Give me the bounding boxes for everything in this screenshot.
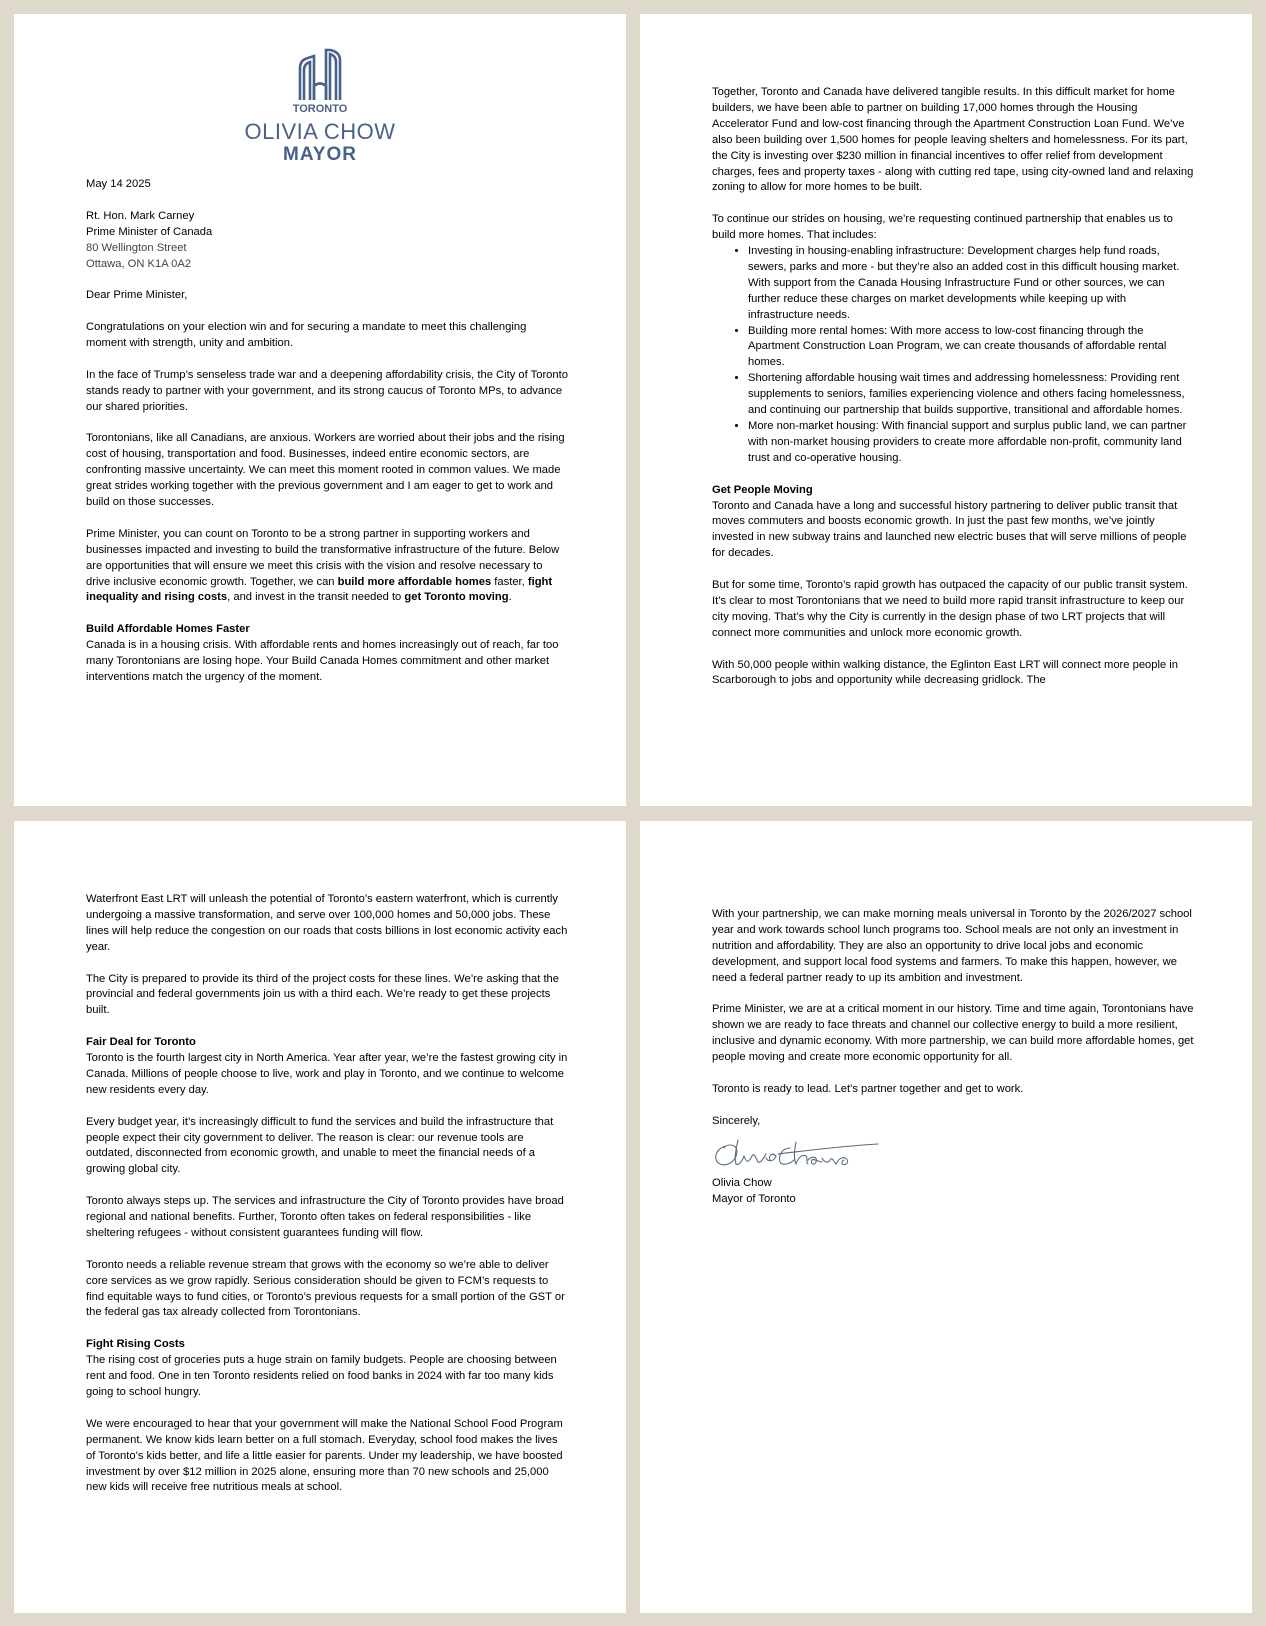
signer-title: Mayor of Toronto: [712, 1192, 796, 1205]
list-item: • Shortening affordable housing wait times and addressing homelessness: Providing rent supplements to seniors, families experiencing violence and others facing homelessness, and continuing our partnership that builds supportive, transitional and affordable homes.: [748, 371, 1194, 419]
page-2-body: [712, 85, 1194, 705]
recipient-line-1: Rt. Hon. Mark Carney: [86, 209, 195, 222]
signature-image: [712, 1136, 882, 1170]
paragraph: Toronto is ready to lead. Let’s partner together and get to work.: [712, 1082, 1024, 1095]
paragraph: Toronto and Canada have a long and successful history partnering to deliver public transit that moves commuters and boosts economic growth. In just the past few months, we’ve jointly invested in new subway trains and launched new electric buses that will serve millions of people for decades.: [712, 499, 1187, 560]
paragraph: The rising cost of groceries puts a huge strain on family budgets. People are choosing between rent and food. One in ten Toronto residents relied on food banks in 2024 with far too many kids going to school hungry.: [86, 1354, 557, 1398]
paragraph: Toronto is the fourth largest city in North America. Year after year, we’re the fastest growing city in Canada. Millions of people choose to live, work and play in Toronto, and we continue to welcome new residents every day.: [86, 1052, 568, 1096]
section-heading: Fight Rising Costs: [86, 1338, 185, 1351]
paragraph: Torontonians, like all Canadians, are anxious. Workers are worried about their jobs and the rising cost of housing, transportation and food. Businesses, indeed entire economic sectors, are confronting massive uncertainty. We can meet this moment rooted in common values. We made great strides working together with the previous government and I am eager to get to work and build on those successes.: [86, 432, 565, 509]
text-run: Prime Minister, you can count on Toronto to be a strong partner in supporting workers and businesses impacted and investing to build the transformative infrastructure of the future. Below are opportunities that will ensure we meet this crisis with the vision and resolve necessary to drive inclusive economic growth. Together, we can: [86, 527, 560, 588]
text-run: .: [508, 591, 512, 604]
toronto-city-hall-logo: [292, 48, 348, 116]
paragraph: To continue our strides on housing, we’re requesting continued partnership that enables us to build more homes. That includes:: [712, 213, 1173, 242]
paragraph: Toronto needs a reliable revenue stream that grows with the economy so we’re able to deliver core services as we grow rapidly. Serious consideration should be given to FCM’s requests to find equitable ways to fund cities, or Toronto’s previous requests for a small portion of the GST or the federal gas tax already collected from Torontonians.: [86, 1258, 565, 1319]
housing-requests-list: [712, 244, 1194, 467]
letterhead-name: OLIVIA CHOW: [244, 119, 396, 144]
paragraph: Together, Toronto and Canada have delivered tangible results. In this difficult market for home builders, we have been able to partner on building 17,000 homes through the Housing Accelerator Fund and low-cost financing through the Apartment Construction Loan Fund. We’ve also been building over 1,500 homes for people leaving shelters and homelessness. For its part, the City is investing over $230 million in financial incentives to offer relief from development charges, fees and property taxes - along with cutting red tape, using city-owned land and relaxing zoning to allow for more homes to be built.: [712, 86, 1194, 194]
list-item: • More non-market housing: With financial support and surplus public land, we can partner with non-market housing providers to create more affordable non-profit, community land trust and co-operative housing.: [748, 419, 1194, 467]
closing: Sincerely,: [712, 1114, 761, 1127]
logo-wordmark: TORONTO: [292, 103, 348, 115]
section: [86, 1035, 568, 1099]
paragraph: But for some time, Toronto’s rapid growth has outpaced the capacity of our public transit system. It’s clear to most Torontonians that we need to build more rapid transit infrastructure to keep our city moving. That’s why the City is currently in the design phase of two LRT projects that will connect more communities and unlock more economic growth.: [712, 579, 1188, 639]
paragraph: The City is prepared to provide its third of the project costs for these lines. We’re asking that the provincial and federal governments join us with a third each. We’re ready to get these projects built.: [86, 972, 560, 1017]
letterhead-title: MAYOR: [283, 144, 357, 165]
recipient-line-4: Ottawa, ON K1A 0A2: [86, 257, 192, 270]
page-4-body: [712, 907, 1194, 1223]
letter-page-3: [14, 821, 626, 1613]
recipient-address: [86, 209, 568, 273]
letter-date: May 14 2025: [86, 178, 151, 190]
paragraph: With your partnership, we can make morning meals universal in Toronto by the 2026/2027 school year and work towards school lunch programs too. School meals are not only an investment in nutrition and affordability. They are also an opportunity to drive local jobs and economic development, and support local food systems and farmers. To make this happen, however, we need a federal partner ready to up its ambition and investment.: [712, 908, 1192, 984]
list-item: • Investing in housing-enabling infrastructure: Development charges help fund roads, sewers, parks and more - but they’re also an added cost in this difficult housing market. With support from the Canada Housing Infrastructure Fund or other sources, we can further reduce these charges on market developments while keeping up with infrastructure needs.: [748, 244, 1194, 324]
letter-page-2: [640, 14, 1252, 806]
section-heading: Build Affordable Homes Faster: [86, 623, 250, 636]
paragraph: With 50,000 people within walking distance, the Eglinton East LRT will connect more people in Scarborough to jobs and opportunity while decreasing gridlock. The: [712, 658, 1179, 687]
section: [86, 1337, 568, 1401]
paragraph: Congratulations on your election win and for securing a mandate to meet this challenging moment with strength, unity and ambition.: [86, 321, 527, 350]
bold-run: get Toronto moving: [404, 591, 509, 604]
paragraph: Every budget year, it’s increasingly difficult to fund the services and build the infrastructure that people expect their city government to deliver. The reason is clear: our revenue tools are outdated, disconnected from economic growth, and unable to meet the financial needs of a growing global city.: [86, 1115, 554, 1176]
section: [712, 483, 1194, 563]
paragraph-priorities: [86, 527, 568, 607]
paragraph: We were encouraged to hear that your government will make the National School Food Program permanent. We know kids learn better on a full stomach. Everyday, school food makes the lives of Toronto’s kids better, and life a little easier for parents. Under my leadership, we have boosted investment by over $12 million in 2025 alone, ensuring more than 70 new schools and 25,000 new kids will receive free nutritious meals at school.: [86, 1417, 563, 1494]
paragraph: Toronto always steps up. The services and infrastructure the City of Toronto provides have broad regional and national benefits. Further, Toronto often takes on federal responsibilities - like sheltering refugees - without consistent guarantees funding will flow.: [86, 1195, 564, 1239]
paragraph: Prime Minister, we are at a critical moment in our history. Time and time again, Torontonians have shown we are ready to face threats and channel our collective energy to build a more resilient, inclusive and dynamic economy. With more partnership, we can build more affordable homes, get people moving and create more economic opportunity for all.: [712, 1003, 1194, 1064]
text-run: faster,: [491, 575, 528, 588]
paragraph: In the face of Trump’s senseless trade war and a deepening affordability crisis, the City of Toronto stands ready to partner with your government, and its strong caucus of Toronto MPs, to advance our shared priorities.: [86, 368, 568, 413]
page-1-body: [86, 177, 568, 702]
page-3-body: [86, 892, 568, 1512]
section: [86, 622, 568, 686]
signer-name: Olivia Chow: [712, 1176, 772, 1189]
letterhead: [14, 48, 626, 166]
text-run: , and invest in the transit needed to: [227, 591, 405, 604]
recipient-line-2: Prime Minister of Canada: [86, 225, 213, 238]
bold-run: fight inequality and rising costs: [86, 575, 553, 604]
letter-page-4: [640, 821, 1252, 1613]
section-heading: Fair Deal for Toronto: [86, 1036, 196, 1049]
letter-page-1: [14, 14, 626, 806]
bold-run: build more affordable homes: [337, 575, 492, 588]
paragraph: Canada is in a housing crisis. With affordable rents and homes increasingly out of reach, far too many Torontonians are losing hope. Your Build Canada Homes commitment and other market interventions match the urgency of the moment.: [86, 639, 559, 683]
recipient-line-3: 80 Wellington Street: [86, 241, 187, 254]
salutation: Dear Prime Minister,: [86, 289, 188, 302]
section-heading: Get People Moving: [712, 483, 813, 496]
list-item: • Building more rental homes: With more access to low-cost financing through the Apartment Construction Loan Program, we can create thousands of affordable rental homes.: [748, 324, 1194, 372]
paragraph: Waterfront East LRT will unleash the potential of Toronto’s eastern waterfront, which is currently undergoing a massive transformation, and serve over 100,000 homes and 50,000 jobs. These lines will help reduce the congestion on our roads that costs billions in lost economic activity each year.: [86, 893, 568, 953]
